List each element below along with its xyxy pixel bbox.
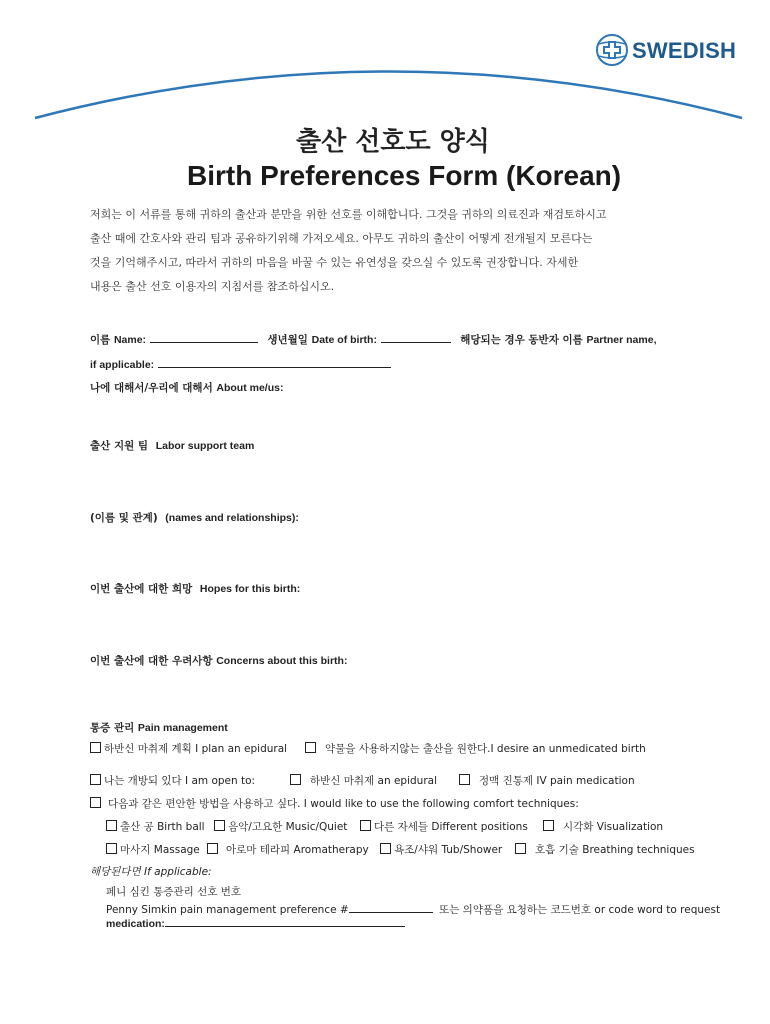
hopes-label: [90, 581, 300, 596]
hopes-label-ko: 이번 출산에 대한 희망: [90, 583, 193, 595]
concerns-label-en: Concerns about this birth:: [216, 655, 348, 667]
name-label-en: Name:: [113, 334, 147, 346]
support-label-ko: 출산 지원 팀: [90, 440, 149, 452]
name-field[interactable]: [150, 331, 258, 343]
pain-heading-en: Pain management: [137, 722, 228, 734]
massage-label: 마사지 Massage: [120, 844, 200, 856]
epidural-plan-checkbox[interactable]: [90, 742, 101, 753]
music-checkbox[interactable]: [214, 820, 225, 831]
massage-checkbox[interactable]: [106, 843, 117, 854]
open-epidural-checkbox[interactable]: [290, 774, 301, 785]
dob-label-ko: 생년월일: [267, 334, 308, 346]
unmedicated-checkbox[interactable]: [305, 742, 316, 753]
birth-ball-checkbox[interactable]: [106, 820, 117, 831]
music-option[interactable]: [214, 819, 347, 834]
comfort-option[interactable]: [90, 796, 579, 811]
visualization-checkbox[interactable]: [543, 820, 554, 831]
support-label: [90, 438, 254, 453]
open-epidural-label: 하반신 마취제 an epidural: [310, 775, 437, 787]
visualization-option[interactable]: [543, 819, 663, 834]
if-applicable-label: 해당된다면 If applicable:: [90, 866, 212, 878]
penny-en-label: Penny Simkin pain management preference #: [106, 904, 349, 916]
aroma-label: 아로마 테라피 Aromatherapy: [226, 844, 369, 856]
header-arc: [0, 0, 770, 130]
massage-option[interactable]: [106, 842, 200, 857]
birth-ball-label: 출산 공 Birth ball: [120, 821, 205, 833]
visualization-label: 시각화 Visualization: [563, 821, 664, 833]
breathing-label: 호흡 기술 Breathing techniques: [535, 844, 695, 856]
tub-option[interactable]: [380, 842, 502, 857]
open-to-label: 나는 개방되 있다 I am open to:: [104, 775, 256, 787]
birth-ball-option[interactable]: [106, 819, 205, 834]
concerns-label-ko: 이번 출산에 대한 우려사항: [90, 655, 213, 667]
medication-row: [106, 915, 405, 930]
intro-line: 저희는 이 서류를 통해 귀하의 출산과 분만을 위한 선호를 이해합니다. 그것을 귀하의 의료진과 재검토하시고: [90, 208, 607, 221]
about-label-en: About me/us:: [216, 382, 284, 394]
hopes-label-en: Hopes for this birth:: [199, 583, 301, 595]
penny-ko-label: 페니 심킨 통증관리 선호 번호: [106, 886, 242, 898]
medication-field[interactable]: [165, 915, 405, 927]
names-label: [90, 510, 299, 525]
support-label-en: Labor support team: [155, 440, 255, 452]
open-to-option[interactable]: [90, 773, 255, 788]
breathing-option[interactable]: [515, 842, 695, 857]
intro-line: 내용은 출산 선호 이용자의 지침서를 참조하십시오.: [90, 280, 335, 293]
pain-heading-ko: 통증 관리: [90, 722, 135, 734]
open-epidural-option[interactable]: [290, 773, 437, 788]
pain-heading: [90, 720, 228, 735]
breathing-checkbox[interactable]: [515, 843, 526, 854]
title-english: Birth Preferences Form (Korean): [187, 160, 622, 191]
intro-line: 것을 기억해주시고, 따라서 귀하의 마음을 바꿀 수 있는 유연성을 갖으실 수 있도록 권장합니다. 자세한: [90, 256, 579, 269]
about-label: [90, 380, 283, 395]
logo-text: SWEDISH: [632, 38, 737, 63]
comfort-label: 다음과 같은 편안한 방법을 사용하고 싶다. I would like to use the following comfort techniques:: [108, 798, 579, 810]
iv-pain-checkbox[interactable]: [459, 774, 470, 785]
partner-label-ko: 해당되는 경우 동반자 이름: [460, 334, 583, 346]
penny-tail-label: 또는 의약품을 요청하는 코드번호 or code word to request: [439, 904, 721, 916]
tub-label: 욕조/샤워 Tub/Shower: [394, 844, 503, 856]
intro-paragraph: [90, 203, 607, 299]
open-to-checkbox[interactable]: [90, 774, 101, 785]
aroma-option[interactable]: [207, 842, 369, 857]
medication-label: medication:: [106, 918, 165, 930]
comfort-checkbox[interactable]: [90, 797, 101, 808]
positions-label: 다른 자세들 Different positions: [374, 821, 528, 833]
dob-label-en: Date of birth:: [311, 334, 377, 346]
partner-row: [90, 356, 391, 371]
aroma-checkbox[interactable]: [207, 843, 218, 854]
name-row: [90, 331, 656, 347]
title-korean: 출산 선호도 양식: [296, 127, 490, 157]
name-label-ko: 이름: [90, 334, 111, 346]
concerns-label: [90, 653, 347, 668]
partner-label-en: Partner name,: [586, 334, 657, 346]
names-label-ko: (이름 및 관계): [90, 512, 158, 524]
epidural-plan-option[interactable]: [90, 741, 287, 756]
partner-field[interactable]: [158, 356, 391, 368]
epidural-plan-label: 하반신 마취제 계획 I plan an epidural: [104, 743, 288, 755]
about-label-ko: 나에 대해서/우리에 대해서: [90, 382, 213, 394]
iv-pain-label: 정맥 진통제 IV pain medication: [479, 775, 635, 787]
positions-option[interactable]: [360, 819, 528, 834]
iv-pain-option[interactable]: [459, 773, 635, 788]
unmedicated-label: 약물을 사용하지않는 출산을 원한다.I desire an unmedicated birth: [325, 743, 646, 755]
intro-line: 출산 때에 간호사와 관리 팀과 공유하기위해 가져오세요. 아무도 귀하의 출산이 어떻게 전개될지 모른다는: [90, 232, 593, 245]
cross-logo-icon: [596, 34, 628, 66]
partner-label-en2: if applicable:: [90, 359, 155, 371]
penny-number-field[interactable]: [349, 901, 433, 913]
positions-checkbox[interactable]: [360, 820, 371, 831]
unmedicated-option[interactable]: [305, 741, 646, 756]
dob-field[interactable]: [381, 331, 451, 343]
music-label: 음악/고요한 Music/Quiet: [228, 821, 348, 833]
names-label-en: (names and relationships):: [165, 512, 299, 524]
tub-checkbox[interactable]: [380, 843, 391, 854]
